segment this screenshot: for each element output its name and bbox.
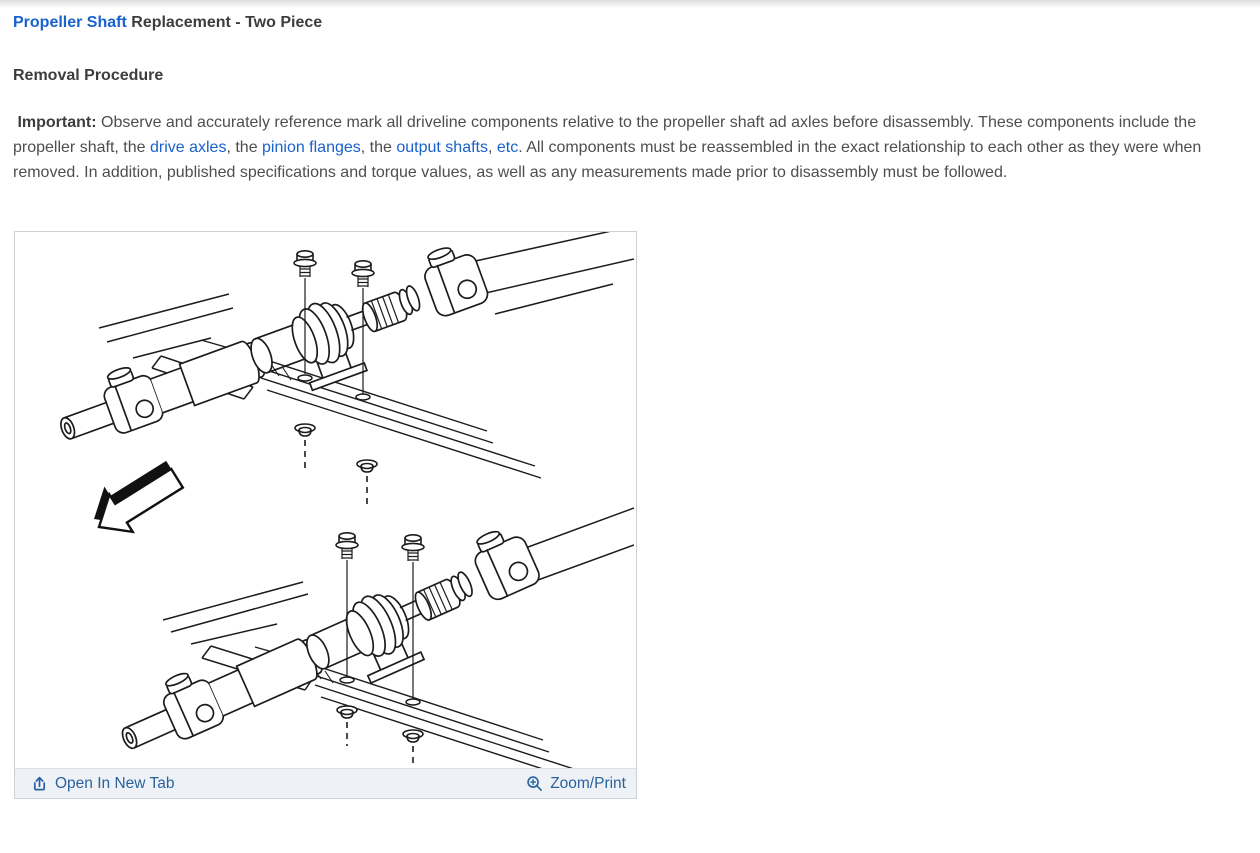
- page-title: [13, 13, 1260, 33]
- important-note: [13, 110, 1225, 185]
- procedure-diagram: [15, 232, 634, 768]
- note-text-2: , the: [226, 139, 263, 156]
- note-text-4: ,: [487, 139, 497, 156]
- drive-axles-link[interactable]: drive axles: [149, 139, 227, 156]
- page-title-suffix: Replacement - Two Piece: [126, 14, 323, 31]
- direction-arrow: [82, 452, 188, 546]
- section-heading: Removal Procedure: [13, 67, 164, 84]
- open-in-new-tab-icon: [31, 775, 48, 792]
- figure-toolbar: [15, 768, 636, 798]
- important-label: Important:: [13, 114, 97, 131]
- note-text-3: , the: [360, 139, 397, 156]
- lower-assembly-drawing: [107, 508, 634, 768]
- zoom-print-label: Zoom/Print: [550, 774, 626, 792]
- zoom-in-icon: [526, 775, 543, 792]
- top-shadow: [0, 0, 1260, 8]
- note-text-1: Observe and accurately reference mark all driveline components relative to the propeller shaft ad axles before disassembly. These components include the propeller shaft, the: [13, 114, 1197, 156]
- note-text-5: . All components must be reassembled in the exact relationship to each other as they were when removed. In addition, published specifications and torque values, as well as any measurements made prior to disassembly must be followed.: [13, 139, 1202, 181]
- open-in-new-tab-label: Open In New Tab: [55, 774, 175, 792]
- zoom-print-link[interactable]: [526, 775, 626, 793]
- upper-assembly-drawing: [48, 232, 634, 506]
- etc-link[interactable]: etc: [496, 139, 519, 156]
- propeller-shaft-link[interactable]: Propeller Shaft: [13, 14, 127, 31]
- pinion-flanges-link[interactable]: pinion flanges: [262, 139, 361, 156]
- procedure-figure: [14, 231, 637, 799]
- open-in-new-tab-link[interactable]: [31, 775, 174, 793]
- output-shafts-link[interactable]: output shafts: [396, 139, 488, 156]
